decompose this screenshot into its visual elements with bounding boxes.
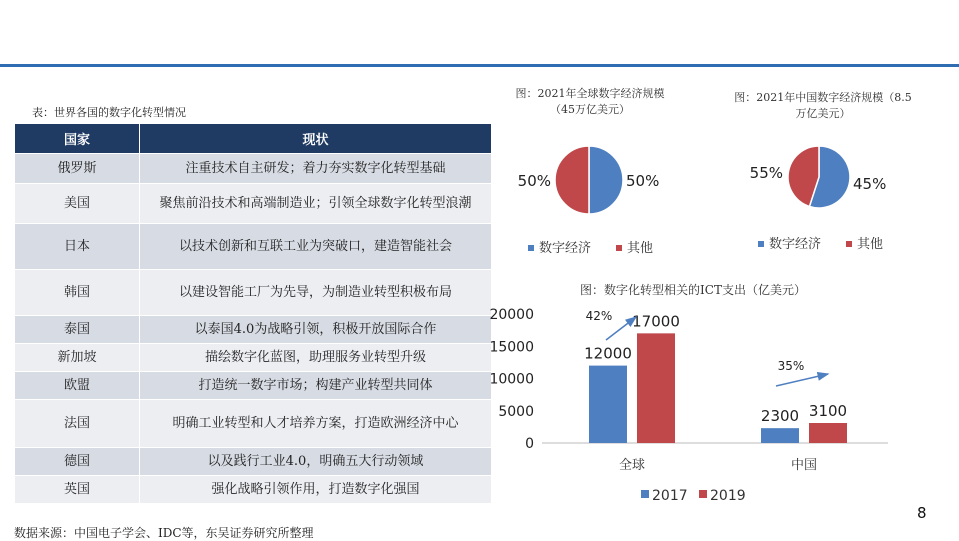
bar-2017-中国: [761, 428, 799, 443]
country-cell: 韩国: [15, 270, 140, 316]
legend-label: 其他: [627, 241, 654, 256]
status-cell: 明确工业转型和人才培养方案，打造欧洲经济中心: [140, 400, 492, 448]
pie-global-title-line2: （45万亿美元）: [550, 103, 630, 116]
status-cell: 以及践行工业4.0，明确五大行动领域: [140, 448, 492, 476]
country-cell: 英国: [15, 476, 140, 504]
country-cell: 泰国: [15, 316, 140, 344]
bar-2019-全球: [637, 333, 675, 443]
pie-slice-label: 45%: [853, 175, 887, 193]
bar-value-label: 3100: [808, 402, 848, 421]
legend-swatch: [699, 490, 707, 498]
y-tick-label: 5000: [498, 403, 534, 420]
country-cell: 俄罗斯: [15, 154, 140, 184]
legend-swatch: [641, 490, 649, 498]
growth-label-china: 35%: [777, 359, 805, 373]
y-tick-label: 20000: [489, 307, 534, 323]
pie-slice-label: 50%: [517, 172, 551, 190]
country-cell: 新加坡: [15, 344, 140, 372]
pie-slice-label: 50%: [626, 172, 660, 190]
header-status: 现状: [140, 124, 492, 154]
growth-arrow-china: [776, 374, 828, 386]
bar-value-label: 12000: [584, 344, 632, 363]
x-category-label: 全球: [618, 458, 646, 473]
bar-2017-全球: [589, 366, 627, 443]
page-number: 8: [917, 504, 927, 522]
legend-swatch: [758, 241, 764, 247]
status-cell: 打造统一数字市场；构建产业转型共同体: [140, 372, 492, 400]
status-cell: 以泰国4.0为战略引领，积极开放国际合作: [140, 316, 492, 344]
legend-swatch: [528, 245, 534, 251]
legend-label: 2019: [710, 488, 746, 504]
data-source-note: 数据来源：中国电子学会、IDC等，东吴证券研究所整理: [14, 526, 314, 540]
country-cell: 美国: [15, 184, 140, 224]
pie-china-title-line1: 图：2021年中国数字经济规模（8.5: [734, 91, 912, 104]
legend-swatch: [616, 245, 622, 251]
pie-slice-other: [555, 146, 589, 214]
status-cell: 注重技术自主研发；着力夯实数字化转型基础: [140, 154, 492, 184]
legend-label: 其他: [857, 237, 884, 252]
header-country: 国家: [15, 124, 140, 154]
y-tick-label: 15000: [489, 339, 534, 356]
legend-label: 数字经济: [769, 237, 822, 252]
bar-2019-中国: [809, 423, 847, 443]
bar-chart-title: 图：数字化转型相关的ICT支出（亿美元）: [580, 283, 806, 297]
pie-china-title-line2: 万亿美元）: [795, 107, 851, 120]
y-tick-label: 0: [525, 436, 534, 452]
country-cell: 法国: [15, 400, 140, 448]
y-tick-label: 10000: [489, 371, 534, 388]
status-cell: 聚焦前沿技术和高端制造业；引领全球数字化转型浪潮: [140, 184, 492, 224]
pie-slice-digital: [589, 146, 623, 214]
legend-label: 数字经济: [539, 241, 592, 256]
country-cell: 欧盟: [15, 372, 140, 400]
bar-value-label: 2300: [760, 407, 800, 426]
x-category-label: 中国: [790, 458, 818, 473]
legend-swatch: [846, 241, 852, 247]
table-caption: 表：世界各国的数字化转型情况: [32, 106, 186, 119]
status-cell: 描绘数字化蓝图，助理服务业转型升级: [140, 344, 492, 372]
status-cell: 强化战略引领作用，打造数字化强国: [140, 476, 492, 504]
pie-global-title-line1: 图：2021年全球数字经济规模: [515, 87, 665, 100]
growth-label-global: 42%: [585, 309, 613, 323]
country-cell: 德国: [15, 448, 140, 476]
status-cell: 以建设智能工厂为先导，为制造业转型积极布局: [140, 270, 492, 316]
pie-slice-label: 55%: [749, 164, 783, 182]
bar-value-label: 17000: [632, 312, 680, 331]
legend-label: 2017: [652, 488, 688, 504]
country-cell: 日本: [15, 224, 140, 270]
status-cell: 以技术创新和互联工业为突破口，建造智能社会: [140, 224, 492, 270]
